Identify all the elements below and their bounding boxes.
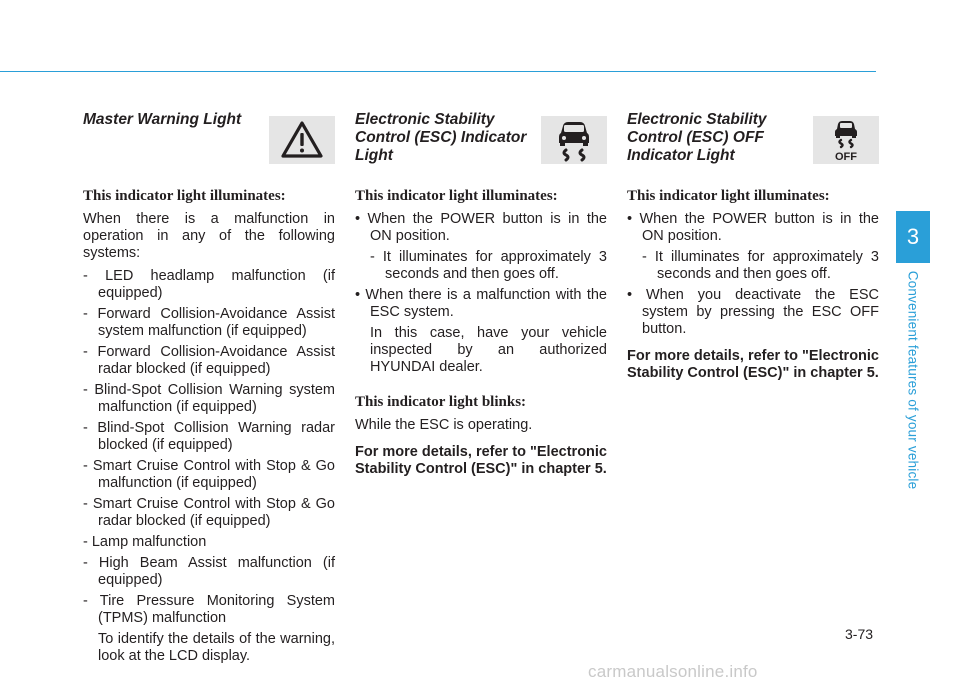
section-header <box>355 111 607 171</box>
section-title: Electronic Stability Control (ESC) Indicator Light <box>355 111 527 164</box>
bullet-item: • When there is a malfunction with the ESC system. <box>355 287 607 320</box>
outro-text: To identify the details of the warning, look at the LCD display. <box>98 631 335 664</box>
list-item: - LED headlamp malfunction (if equipped) <box>83 268 335 301</box>
blink-text: While the ESC is operating. <box>355 417 533 433</box>
sub-item: - It illuminates for approximately 3 seconds and then goes off. <box>370 249 607 282</box>
reference-note <box>627 348 879 382</box>
malfunction-list <box>83 268 335 627</box>
esc-off-icon <box>813 116 879 164</box>
reference-link: "Electronic Stability Control (ESC)" <box>627 348 879 381</box>
off-label: OFF <box>835 151 857 163</box>
list-item: - Tire Pressure Monitoring System (TPMS) malfunction <box>83 593 335 626</box>
subheading-illuminates: This indicator light illuminates: <box>83 188 286 204</box>
list-item: - Forward Collision-Avoidance Assist radar blocked (if equipped) <box>83 344 335 377</box>
reference-prefix: For more details, refer to <box>627 348 798 364</box>
reference-prefix: For more details, refer to <box>355 444 526 460</box>
reference-note <box>355 444 607 478</box>
list-item: - Blind-Spot Collision Warning system malfunction (if equipped) <box>83 382 335 415</box>
subheading-illuminates: This indicator light illuminates: <box>355 188 558 204</box>
page-number: 3-73 <box>845 626 874 642</box>
watermark: carmanualsonline.info <box>588 662 758 681</box>
reference-suffix: in chapter 5. <box>793 365 879 381</box>
subheading-illuminates: This indicator light illuminates: <box>627 188 830 204</box>
list-item: - Forward Collision-Avoidance Assist system malfunction (if equipped) <box>83 306 335 339</box>
bullet-item: • When the POWER button is in the ON position. <box>627 211 879 244</box>
reference-suffix: in chapter 5. <box>521 461 607 477</box>
chapter-title: Convenient features of your vehicle <box>905 270 921 490</box>
dealer-note: In this case, have your vehicle inspected by an authorized HYUNDAI dealer. <box>370 325 607 375</box>
warning-triangle-icon <box>269 116 335 164</box>
list-item: - High Beam Assist malfunction (if equipped) <box>83 555 335 588</box>
section-header <box>627 111 879 171</box>
subheading-blinks: This indicator light blinks: <box>355 394 527 410</box>
section-title: Master Warning Light <box>83 111 242 128</box>
esc-skidding-car-icon <box>541 116 607 164</box>
bullet-item: • When you deactivate the ESC system by pressing the ESC OFF button. <box>627 287 879 337</box>
section-title: Electronic Stability Control (ESC) OFF Indicator Light <box>627 111 767 164</box>
list-item: - Blind-Spot Collision Warning radar blocked (if equipped) <box>83 420 335 453</box>
reference-link: "Electronic Stability Control (ESC)" <box>355 444 607 477</box>
list-item: - Smart Cruise Control with Stop & Go radar blocked (if equipped) <box>83 496 335 529</box>
esc-indicator-section <box>355 108 607 478</box>
esc-off-section <box>627 108 879 382</box>
sub-item: - It illuminates for approximately 3 seconds and then goes off. <box>642 249 879 282</box>
chapter-tab: 3 <box>896 211 930 263</box>
list-item: - Lamp malfunction <box>83 534 207 550</box>
header-rule <box>0 71 876 72</box>
list-item: - Smart Cruise Control with Stop & Go malfunction (if equipped) <box>83 458 335 491</box>
section-header <box>83 111 335 171</box>
intro-text: When there is a malfunction in operation in any of the following systems: <box>83 211 335 261</box>
master-warning-section <box>83 108 335 671</box>
bullet-item: • When the POWER button is in the ON position. <box>355 211 607 244</box>
